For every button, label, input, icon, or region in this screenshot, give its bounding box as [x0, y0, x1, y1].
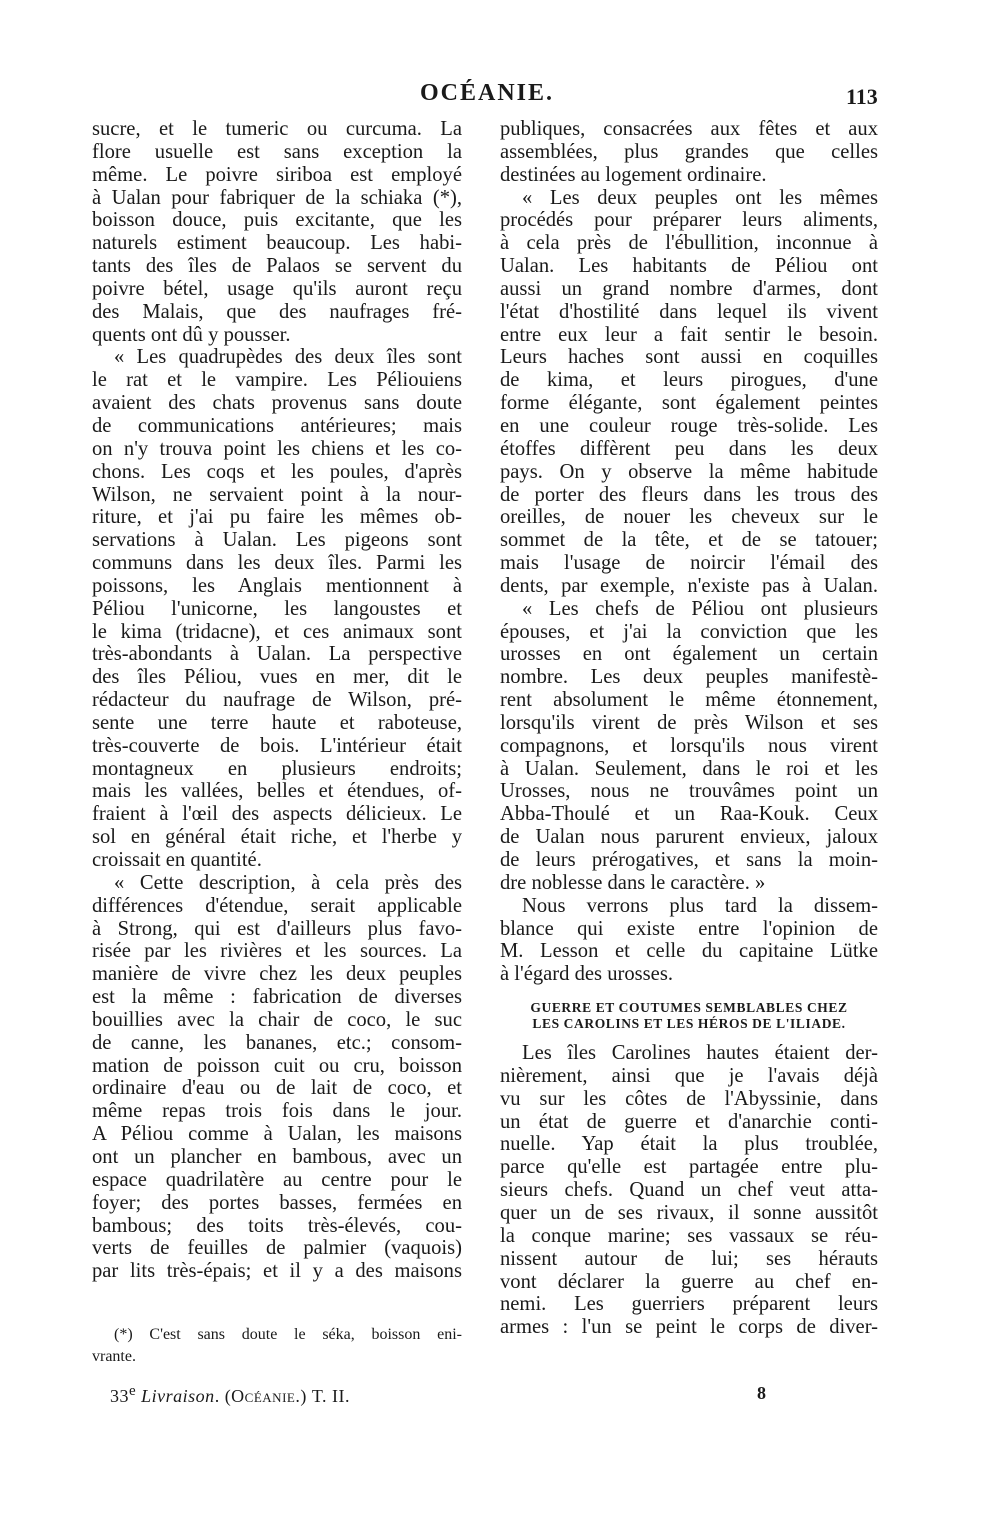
text-line: même. Le poivre siriboa est employé: [92, 163, 462, 186]
text-line: en une couleur rouge très-solide. Les: [500, 414, 878, 437]
text-line: forme élégante, sont également peintes: [500, 392, 878, 415]
text-line: armes : l'un se peint le corps de diver-: [500, 1316, 878, 1339]
text-line: l'état d'hostilité dans lequel ils vivent: [500, 300, 878, 323]
text-line: Wilson, ne servaient point à la nour-: [92, 483, 462, 506]
text-line: sente une terre haute et raboteuse,: [92, 711, 462, 734]
text-line: sieurs chefs. Quand un chef veut atta-: [500, 1179, 878, 1202]
text-line: sucre, et le tumeric ou curcuma. La: [92, 118, 462, 140]
signature-superscript: e: [129, 1383, 137, 1399]
running-title: OCÉANIE.: [420, 80, 555, 106]
text-line: à l'égard des urosses.: [500, 963, 673, 986]
text-line: de canne, les bananes, etc.; consom-: [92, 1031, 462, 1054]
text-line: des îles Péliou, vues en mer, dit le: [92, 666, 462, 689]
text-line: est la même : fabrication de diverses: [92, 986, 462, 1009]
text-line: des Malais, que des naufrages fré-: [92, 300, 462, 323]
text-line: entre eux leur a fait sentir le besoin.: [500, 323, 878, 346]
text-line: « Les quadrupèdes des deux îles sont: [114, 346, 462, 369]
text-line: lorsqu'ils virent de près Wilson et ses: [500, 711, 878, 734]
text-line: flore usuelle est sans exception la: [92, 140, 462, 163]
text-line: nombre. Les deux peuples manifestè-: [500, 666, 878, 689]
section-heading: [500, 1000, 878, 1032]
text-line: compagnons, et lorsqu'ils nous virent: [500, 734, 878, 757]
text-line: assemblées, plus grandes que celles: [500, 140, 878, 163]
text-line: croissait en quantité.: [92, 849, 262, 871]
sheet-mark: 8: [757, 1383, 766, 1403]
text-line: nemi. Les guerriers préparent leurs: [500, 1293, 878, 1316]
printer-signature: 33e Livraison. (Océanie.) T. II.: [110, 1383, 350, 1406]
text-line: sommet de la tête, et de se tatouer;: [500, 529, 878, 552]
text-line: dents, par exemple, n'existe pas à Ualan.: [500, 574, 878, 597]
signature-volume: T. II.: [311, 1386, 350, 1406]
section-heading-line: LES CAROLINS ET LES HÉROS DE L'ILIADE.: [532, 1016, 846, 1032]
text-line: sol en général était riche, et l'herbe y: [92, 826, 462, 849]
text-line: destinées au logement ordinaire.: [500, 163, 767, 186]
text-line: à Ualan. Seulement, dans le roi et les: [500, 757, 878, 780]
text-line: dre noblesse dans le caractère. »: [500, 871, 766, 894]
text-line: nuelle. Yap était la plus troublée,: [500, 1133, 878, 1156]
text-line: foyer; des portes basses, fermées en: [92, 1191, 462, 1214]
text-line: chons. Les coqs et les poules, d'après: [92, 460, 462, 483]
text-line: mais l'usage de noircir l'émail des: [500, 552, 878, 575]
left-column: [92, 118, 462, 1283]
text-line: de porter des fleurs dans les trous des: [500, 483, 878, 506]
text-line: rédacteur du naufrage de Wilson, pré-: [92, 689, 462, 712]
text-line: étoffes diffèrent peu dans les deux: [500, 437, 878, 460]
signature-number: 33: [110, 1386, 129, 1406]
text-line: le rat et le vampire. Les Péliouiens: [92, 369, 462, 392]
text-line: très-abondants à Ualan. La perspective: [92, 643, 462, 666]
text-line: Leurs haches sont aussi en coquilles: [500, 346, 878, 369]
text-line: parce qu'elle est partagée entre plu-: [500, 1156, 878, 1179]
text-line: Nous verrons plus tard la dissem-: [522, 894, 878, 917]
text-line: naturels estiment beaucoup. Les habi-: [92, 232, 462, 255]
text-line: le kima (tridacne), et ces animaux sont: [92, 620, 462, 643]
text-line: bouillies avec la chair de coco, le suc: [92, 1008, 462, 1031]
text-line: à Ualan pour fabriquer de la schiaka (*),: [92, 186, 462, 209]
text-line: quents ont dû y pousser.: [92, 323, 291, 346]
text-line: Ualan. Les habitants de Péliou ont: [500, 255, 878, 278]
text-line: nièrement, ainsi que je l'avais déjà: [500, 1064, 878, 1087]
text-line: très-couverte de bois. L'intérieur était: [92, 734, 462, 757]
text-line: mation de poisson cuit ou cru, boisson: [92, 1054, 462, 1077]
text-line: M. Lesson et celle du capitaine Lütke: [500, 940, 878, 963]
signature-word: Livraison: [141, 1386, 215, 1406]
text-line: épouses, et j'ai la conviction que les: [500, 620, 878, 643]
text-line: mais les vallées, belles et étendues, of-: [92, 780, 462, 803]
text-line: riture, et j'ai pu faire les mêmes ob-: [92, 506, 462, 529]
section-heading-line: GUERRE ET COUTUMES SEMBLABLES CHEZ: [530, 1000, 848, 1016]
text-line: « Les deux peuples ont les mêmes: [522, 186, 878, 209]
text-line: poissons, les Anglais mentionnent à: [92, 574, 462, 597]
page-number: 113: [846, 84, 878, 109]
text-line: A Péliou comme à Ualan, les maisons: [92, 1123, 462, 1146]
text-line: pays. On y observe la même habitude: [500, 460, 878, 483]
text-line: publiques, consacrées aux fêtes et aux: [500, 118, 878, 140]
text-line: ordinaire d'eau ou de lait de coco, et: [92, 1077, 462, 1100]
text-line: fraient à l'œil des aspects délicieux. Le: [92, 803, 462, 826]
text-line: à Strong, qui est d'ailleurs plus favo-: [92, 917, 462, 940]
text-line: de leurs prérogatives, et sans la moin-: [500, 849, 878, 871]
text-line: procédés pour préparer leurs aliments,: [500, 209, 878, 232]
right-column-text-before-heading: [500, 118, 878, 986]
text-line: de kima, et leurs pirogues, d'une: [500, 369, 878, 392]
text-line: Abba-Thoulé et un Raa-Kouk. Ceux: [500, 803, 878, 826]
text-line: quer un de ses rivaux, il sonne aussitôt: [500, 1201, 878, 1224]
text-line: différences d'étendue, serait applicable: [92, 894, 462, 917]
text-line: vrante.: [92, 1348, 136, 1365]
text-line: par lits très-épais; et il y a des maisons: [92, 1260, 462, 1283]
text-line: la conque marine; ses vassaux se réu-: [500, 1224, 878, 1247]
text-line: montagneux en plusieurs endroits;: [92, 757, 462, 780]
text-line: Péliou l'unicorne, les langoustes et: [92, 597, 462, 620]
text-line: blance qui existe entre l'opinion de: [500, 917, 878, 940]
right-column-text-after-heading: [500, 1042, 878, 1339]
text-line: (*) C'est sans doute le séka, boisson eni-: [114, 1326, 462, 1343]
text-line: espace quadrilatère au centre pour le: [92, 1168, 462, 1191]
text-line: tants des îles de Palaos se servent du: [92, 255, 462, 278]
text-line: nissent autour de lui; ses hérauts: [500, 1247, 878, 1270]
text-line: manière de vivre chez les deux peuples: [92, 963, 462, 986]
text-line: un état de guerre et d'anarchie conti-: [500, 1110, 878, 1133]
text-line: boisson douce, puis excitante, que les: [92, 209, 462, 232]
text-line: ont un plancher en bambous, avec un: [92, 1145, 462, 1168]
text-line: verts de feuilles de palmier (vaquois): [92, 1237, 462, 1260]
text-line: bambous; des toits très-élevés, cou-: [92, 1214, 462, 1237]
text-line: aussi un grand nombre d'armes, dont: [500, 277, 878, 300]
text-line: de communications antérieures; mais: [92, 414, 462, 437]
text-line: oreilles, de nouer les cheveux sur le: [500, 506, 878, 529]
text-line: urosses en ont également un certain: [500, 643, 878, 666]
text-line: vont déclarer la guerre au chef en-: [500, 1270, 878, 1293]
text-line: Les îles Carolines hautes étaient der-: [522, 1042, 878, 1065]
text-line: même repas trois fois dans le jour.: [92, 1100, 462, 1123]
text-line: communs dans les deux îles. Parmi les: [92, 552, 462, 575]
right-column: [500, 118, 878, 1339]
text-line: de Ualan nous parurent envieux, jaloux: [500, 826, 878, 849]
footnote: [92, 1324, 462, 1368]
text-line: servations à Ualan. Les pigeons sont: [92, 529, 462, 552]
text-line: « Cette description, à cela près des: [114, 871, 462, 894]
text-line: risée par les rivières et les sources. La: [92, 940, 462, 963]
text-line: avaient des chats provenus sans doute: [92, 392, 462, 415]
text-line: à cela près de l'ébullition, inconnue à: [500, 232, 878, 255]
signature-series: (Océanie.): [224, 1386, 307, 1406]
text-line: Urosses, nous ne trouvâmes point un: [500, 780, 878, 803]
text-line: « Les chefs de Péliou ont plusieurs: [522, 597, 878, 620]
text-line: rent absolument le même étonnement,: [500, 689, 878, 712]
text-line: vu sur les côtes de l'Abyssinie, dans: [500, 1087, 878, 1110]
text-line: on n'y trouva point les chiens et les co-: [92, 437, 462, 460]
text-line: poivre bétel, usage qu'ils auront reçu: [92, 277, 462, 300]
